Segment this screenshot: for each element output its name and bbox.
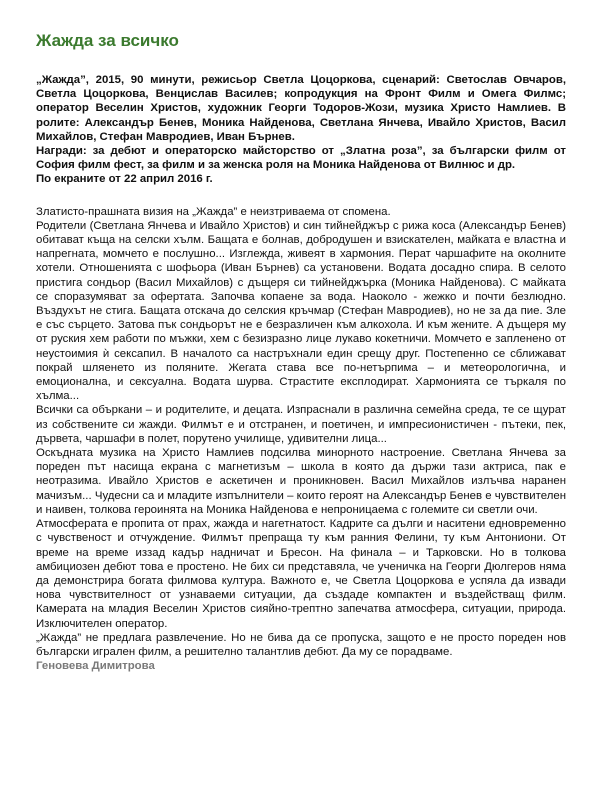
review-paragraph: Родители (Светлана Янчева и Ивайло Христов) и син тийнейджър с рижа коса (Александър Бенев) обитават къща на селски хълм. Бащата е болнав, добродушен и взискателен, майката е властна и напрегната, момчето е послушно... Изглежда, живеят в хармония. Перат чаршафите на околните хотели. Отношенията с шофьора (Иван Бърнев) са установени. Водата досадно спира. В селото пристига сондьор (Васил Михайлов) с дъщеря си тийнейджърка (Моника Найденова). С майката се споразумяват за офертата. Започва копаене за вода. Наоколо - жежко и почти безлюдно. Въздухът не стига. Бащата отскача до селския кръчмар (Стефан Мавродиев), но не за да пие. Зле е със сърцето. Затова пък сондьорът не е безразличен към алкохола. И към жените. А дъщеря му от руския хем работи по мъжки, хем с безизразно лице лукаво кокетничи. Момчето е запленено от неустоимия ѝ сексапил. В началото са настръхнали един срещу друг. Постепенно се сближават покрай шляенето из поляните. Жегата става все по-нетърпима – и метеорологична, и емоционална, и сексуална. Водата шурва. Страстите експлодират. Хармонията се търкаля по хълма... bbox=[36, 219, 566, 403]
author-name: Геновева Димитрова bbox=[36, 660, 155, 673]
credits-line: „Жажда”, 2015, 90 минути, режисьор Светла Цоцоркова, сценарий: Светослав Овчаров, Светла Цоцоркова, Венцислав Василев; копродукция на Фронт Филм и Омега Филмс; оператор Веселин Христов, художник Георги Тодоров-Жози, музика Христо Намлиев. В ролите: Александър Бенев, Моника Найденова, Светлана Янчева, Ивайло Христов, Васил Михайлов, Стефан Мавродиев, Иван Бърнев. bbox=[36, 74, 566, 143]
review-paragraph: Оскъдната музика на Христо Намлиев подсилва минорното настроение. Светлана Янчева за пореден път насища екрана с магнетизъм – школа в която да държи тази актриса, пак е неотразима. Ивайло Христов е аскетичен и проникновен. Васил Михайлов излъчва наранен мачизъм... Чудесни са и младите изпълнители – които героят на Александър Бенев е чувствителен и наивен, толкова героинята на Моника Найденова е непроницаема с големите си светли очи. bbox=[36, 447, 566, 516]
review-paragraph: Атмосферата е пропита от прах, жажда и нагетнатост. Кадрите са дълги и наситени едновременно с чувственост и отчуждение. Филмът препраща ту към ранния Фелини, ту към Антониони. От време на време иззад кадър надничат и Бресон. На финала – и Тарковски. Но в толкова амбициозен дебют това е простено. Не бих си представяла, че ученичка на Георги Дюлгеров няма да демонстрира богата филмова култура. Важното е, че Светла Цоцоркова е успяла да извади нова чувствителност от узнаваеми ситуации, да създаде компактен и въздействащ филм. Камерата на младия Веселин Христов сияйно-трептно запечатва атмосфера, ситуации, природа. Изключителен оператор. bbox=[36, 518, 566, 630]
article-title: Жажда за всичко bbox=[36, 31, 179, 50]
film-credits bbox=[36, 73, 566, 187]
awards-line: Награди: за дебют и операторско майсторство от „Златна роза”, за български филм от София филм фест, за филм и за женска роля на Моника Найденова от Вилнюс и др. bbox=[36, 145, 566, 172]
review-body bbox=[36, 205, 566, 674]
release-line: По екраните от 22 април 2016 г. bbox=[36, 173, 213, 186]
article bbox=[36, 30, 566, 673]
review-paragraph: Всички са объркани – и родителите, и децата. Изпраснали в различна семейна среда, те се щурат из собствените си жажди. Филмът е и отстранен, и поетичен, и импресионистичен - пътеки, пек, дървета, чаршафи в полет, порутено училище, удивителни лица... bbox=[36, 404, 566, 445]
review-paragraph: „Жажда” не предлага развлечение. Но не бива да се пропуска, защото е не просто пореден нов български игрален филм, а решително талантлив дебют. Да му се порадваме. bbox=[36, 631, 566, 658]
review-paragraph: Златисто-прашната визия на „Жажда” е неизтриваема от спомена. bbox=[36, 205, 391, 218]
